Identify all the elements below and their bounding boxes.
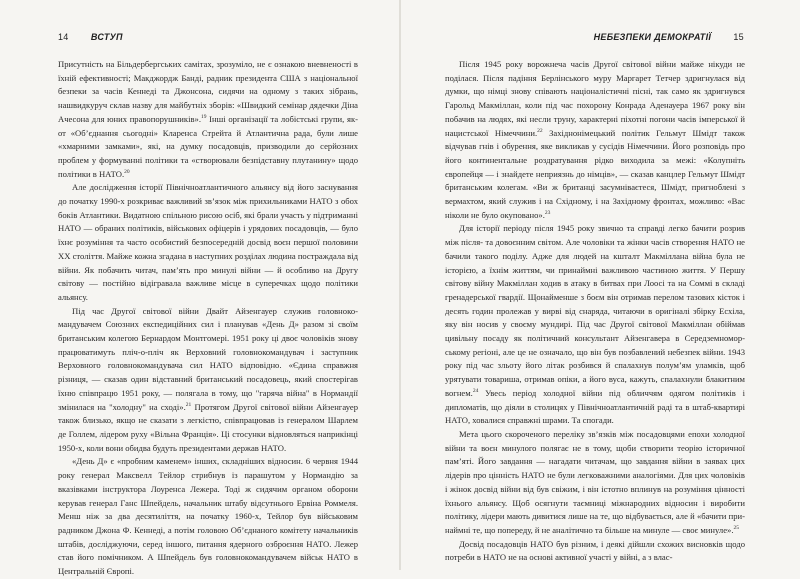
left-paragraph-4: «День Д» є «пробним каменем» інших, складніших відносин. 6 червня 1944 року генерал Максвелл Тейлор стрибнув із парашутом у Нормандію за вказівками інструктора Лоуренса Лежера. Тоді ж сидячим органом оборони керував генерал Ганс Шпейдель, начальник штабу відсутнього Ервіна Роммеля. Менш ніж за два десятиліття, на початку 1960-х, Тейлор був військовим радником Джона Ф. Кеннеді, а потім головою Об’єднаного комітету начальників штабів, досліджуючи, серед іншого, питання ядерного озброєння НАТО. Лежер став його помічником. А Шпейдель був головнокомандувачем військ НАТО в Центральній Європі. [58,456,358,577]
left-paragraph-2: Але дослідження історії Північноатлантичного альянсу від його заснування до початку 1990-х розкриває важливий зв’язок між прихильниками НАТО з обох боків Атлантики. Видатною спільною рисою осіб, які брали участь у підтриманні НАТО — обраних політиків, військових офіцерів і урядових посадовців, — було їхнє розуміння та часто особистий безпосередній досвід воєн першої половини XX століття. Майже кожна згадана в наступних розділах людина постраждала від війни. Як побачить читач, пам’ять про минулі війни — й особливо на Другу світову — постійно відігравала важливе місце в суперечках щодо політики альянсу. [58,182,358,302]
right-running-header [444,32,744,48]
left-page-number: 14 [58,32,69,42]
right-running-title: НЕБЕЗПЕКИ ДЕМОКРАТІЇ [593,32,712,42]
right-paragraph-4: Досвід посадовців НАТО був різним, і деякі дійшли схожих висновків щодо потреби в НАТО не на основі активної участі у війні, а з влас- [445,538,745,563]
left-running-header [58,32,358,48]
left-page [0,0,400,577]
right-paragraph-3: Мета цього скороченого переліку зв’язків між посадовцями епохи холодної війни та воєн минулого полягає не в тому, щоби створити теорію історичної пам’яті. Його завдання — нагадати читачам, що завдання війни в заявах цих лідерів про цінність НАТО не були легковажними аналогіями. Для цих чоловіків і жінок досвід війни від був свіжим, і він істотно вплинув на розуміння цінності їхнього альянсу. Щоб осягнути таємниці міжнародних відносин і виробити політику, лідери мають дивитися лише на те, що відбувається, але й «бачити принаймні те, що попереду, й не аналітично та більше на минуле — своє минуле».$^{25}$ [445,428,745,535]
left-body-text [58,58,358,579]
left-paragraph-1: Присутність на Більдербергських самітах, зрозуміло, не є ознакою вневненості в їхній ефективності; Макджордж Банді, радник президента США з національної безпеки за часів Кеннеді та Джонсона, сидячи на одному з таких зібрань, нашвидкуруч склав назву для майбутніх зборів: «Швидкий семінар дядечки Діна Ачесона для юних правопорушників».$^{19}$ Інші організації та лобістські групи, як-от «Об’єднання сьогодні» Кларенса Стрейта й Атлантична рада, були лише «хмарними замками», які, на думку посадовців, призводили до серйозних проблем у формуванні політики та «створювали безпідставну плутанину» щодо політики в НАТО.$^{20}$ [58,59,358,179]
right-paragraph-2: Для історії періоду після 1945 року звично та справді легко бачити розрив між після- та довоєнним світом. Але чоловіки та жінки часів створення НАТО не бачили такого поділу. Адже для людей на кшталт Макміллана війна була не історією, а їхнім життям, чи принаймні важливою частиною життя. У Першу світову війну Макміллан ходив в атаку в битвах при Лоосі та на Соммі в складі гренадерської гвардії. Щонайменше з боєм він отримав перелом тазових кісток і десять годин пролежав у вирві від снаряда, читаючи в оригіналі збірку Есхіла, яку він носив у своєму мундирі. Під час Другої світової Макміллан обіймав цивільну посаду як політичний консультант Айзенгавера в Середземноморському регіоні, але це не означало, що він був позбавлений небезпек війни. 1943 року під час зльоту його літак розбився й спалахнув полум’ям уламків, щоб урятувати товариша, отримав опіки, а його вуса, кажуть, спалахнули блакитним вогнем.$^{24}$ Увесь період холодної війни під обличчям одягом політиків і дипломатів, що діяли в столицях у Північноатлантичній раді та в штаб-квартирі НАТО, ховалися справжні шрами. Та спогади. [445,223,745,426]
right-page [400,0,800,570]
right-page-number: 15 [733,32,744,42]
right-body-text [445,58,745,565]
left-running-title: ВСТУП [90,32,123,42]
left-paragraph-3: Під час Другої світової війни Двайт Айзенгауер служив головнокомандувачем Союзних експедиційних сил і планував «День Д» разом зі своїм британським колегою Бернардом Монтгомері. 1951 року ці двоє чоловіків знову працюватимуть пліч-о-пліч як Верховний головнокомандувач і заступник Верховного головнокомандувача сил НАТО відповідно. «Єдина справжня різниця, — сказав один відставний британський посадовець, який спостерігав їхню співпрацю 1951 року, — полягала в тому, що "гаряча війна" в Нормандії змінилася на "холодну" на сході».$^{21}$ Протягом Другої світової війни Айзенгауер також близько, якщо не сказати з легкістю, співпрацював із генералом Шарлем де Голлем, лідером руху «Вільна Франція». Ці стосунки відновляться наприкінці 1950-х, коли вони обидва будуть президентами держав НАТО. [58,305,358,453]
right-paragraph-1: Після 1945 року ворожнеча часів Другої світової війни майже нікуди не поділася. Після падіння Берлінського муру Маргарет Тетчер здригнулася від думки, що німці знову співають націоналістичні пісні, так само як здригнувся Гарольд Макміллан, коли під час похорону Конрада Аденауера 1967 року він побачив на людях, які несли труну, характерні піхотні погони часів імперської й нацистської Німеччини.$^{22}$ Західнонімецький політик Гельмут Шмідт також відчував гнів і обурення, яке викликав у сусідів Німеччини. Його розповідь про його континентальне роздратування рідко виходила за межі: «Колупніть європейця — і знайдете неприязнь до німців», — сказав канцлер Гельмут Шмідт британським колегам. «Ви ж британці засумніваєтеся, Шмідт, пригноблені з вермахтом, який служив і на Східному, і на Західному фронтах, можливо: «Вас ніколи не було окуповано».$^{23}$ [445,59,745,220]
